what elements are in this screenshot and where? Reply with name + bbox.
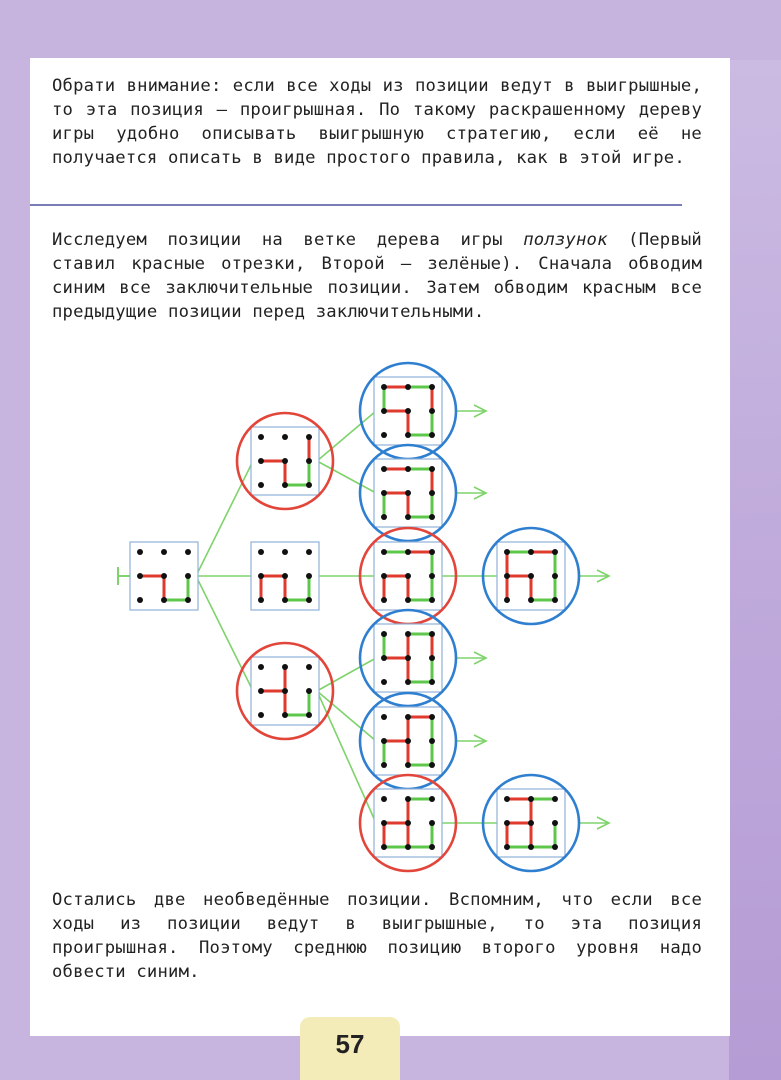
grid-dot <box>504 844 510 850</box>
game-name: ползунок <box>523 230 608 250</box>
grid-dot <box>381 549 387 555</box>
grid-dot <box>429 844 435 850</box>
grid-dot <box>258 688 264 694</box>
grid-dot <box>504 573 510 579</box>
grid-dot <box>381 597 387 603</box>
grid-dot <box>429 820 435 826</box>
grid-dot <box>258 712 264 718</box>
grid-dot <box>381 408 387 414</box>
grid-dot <box>381 573 387 579</box>
grid-dot <box>282 458 288 464</box>
grid-dot <box>405 408 411 414</box>
tree-node-l1-bot <box>237 643 333 739</box>
grid-dot <box>258 434 264 440</box>
grid-dot <box>429 408 435 414</box>
grid-dot <box>429 432 435 438</box>
grid-dot <box>405 844 411 850</box>
grid-dot <box>528 820 534 826</box>
grid-dot <box>282 664 288 670</box>
grid-dot <box>381 490 387 496</box>
grid-dot <box>405 631 411 637</box>
grid-dot <box>528 796 534 802</box>
tree-edge-line <box>317 691 376 823</box>
grid-dot <box>282 688 288 694</box>
grid-dot <box>381 738 387 744</box>
grid-dot <box>504 796 510 802</box>
grid-dot <box>405 384 411 390</box>
grid-dot <box>258 664 264 670</box>
grid-dot <box>185 549 191 555</box>
grid-dot <box>429 738 435 744</box>
grid-dot <box>405 738 411 744</box>
grid-dot <box>282 434 288 440</box>
grid-dot <box>429 714 435 720</box>
grid-dot <box>137 573 143 579</box>
grid-dot <box>306 573 312 579</box>
grid-dot <box>504 597 510 603</box>
grid-dot <box>552 573 558 579</box>
grid-dot <box>161 573 167 579</box>
tree-node-l2-2 <box>360 445 456 541</box>
grid-dot <box>161 549 167 555</box>
study-text-end: (Первый ставил красные отрезки, Второй — зелёные). Сначала обводим синим все заключительные позиции. Затем обводим красным все предыдущие позиции перед заключительными. <box>52 230 702 322</box>
grid-dot <box>381 844 387 850</box>
grid-dot <box>429 549 435 555</box>
tree-edge-line <box>196 461 253 576</box>
grid-dot <box>429 384 435 390</box>
tree-node-l1-top <box>237 413 333 509</box>
intro-paragraph: Обрати внимание: если все ходы из позиции ведут в выигрышные, то эта позиция — проигрышная. По такому раскрашенному дереву игры удобно описывать выигрышную стратегию, если её не получается описать в виде простого правила, как в этой игре. <box>52 76 702 168</box>
grid-dot <box>258 573 264 579</box>
grid-dot <box>306 597 312 603</box>
grid-dot <box>381 762 387 768</box>
grid-dot <box>137 597 143 603</box>
tree-nodes <box>130 363 579 871</box>
grid-dot <box>381 514 387 520</box>
grid-dot <box>282 549 288 555</box>
grid-dot <box>429 490 435 496</box>
grid-dot <box>429 762 435 768</box>
grid-dot <box>282 482 288 488</box>
grid-dot <box>306 434 312 440</box>
tree-edge-line <box>317 658 376 691</box>
page-number: 57 <box>335 1029 365 1059</box>
grid-dot <box>381 714 387 720</box>
tree-node-l3-2 <box>483 775 579 871</box>
grid-dot <box>528 573 534 579</box>
grid-dot <box>381 796 387 802</box>
page-number-tab <box>300 1017 400 1080</box>
grid-dot <box>405 573 411 579</box>
grid-dot <box>306 549 312 555</box>
grid-dot <box>504 820 510 826</box>
tree-edge-line <box>196 576 253 691</box>
grid-dot <box>429 655 435 661</box>
tree-node-l2-4 <box>360 610 456 706</box>
grid-dot <box>161 597 167 603</box>
grid-dot <box>429 514 435 520</box>
grid-dot <box>405 514 411 520</box>
tree-node-l1-mid <box>251 542 319 610</box>
grid-dot <box>405 679 411 685</box>
grid-dot <box>528 844 534 850</box>
grid-dot <box>258 597 264 603</box>
grid-dot <box>405 796 411 802</box>
grid-dot <box>552 597 558 603</box>
grid-dot <box>528 549 534 555</box>
grid-dot <box>185 573 191 579</box>
tree-node-l3-1 <box>483 528 579 624</box>
grid-dot <box>306 664 312 670</box>
grid-dot <box>282 573 288 579</box>
grid-dot <box>405 597 411 603</box>
study-text-start: Исследуем позиции на ветке дерева игры <box>52 230 524 250</box>
grid-dot <box>306 482 312 488</box>
grid-dot <box>381 820 387 826</box>
grid-dot <box>381 466 387 472</box>
conclusion-paragraph: Остались две необведённые позиции. Вспомним, что если все ходы из позиции ведут в выигрышные, то эта позиция проигрышная. Поэтому среднюю позицию второго уровня надо обвести синим. <box>52 890 702 982</box>
grid-dot <box>306 688 312 694</box>
grid-dot <box>504 549 510 555</box>
grid-dot <box>137 549 143 555</box>
grid-dot <box>429 466 435 472</box>
grid-dot <box>552 820 558 826</box>
grid-dot <box>405 820 411 826</box>
grid-dot <box>381 384 387 390</box>
grid-dot <box>282 712 288 718</box>
tree-arrows <box>456 405 609 829</box>
grid-dot <box>185 597 191 603</box>
grid-dot <box>405 655 411 661</box>
grid-dot <box>552 549 558 555</box>
grid-dot <box>258 549 264 555</box>
grid-dot <box>429 573 435 579</box>
grid-dot <box>381 631 387 637</box>
grid-dot <box>552 796 558 802</box>
grid-dot <box>282 597 288 603</box>
grid-dot <box>258 482 264 488</box>
grid-dot <box>381 655 387 661</box>
grid-dot <box>306 458 312 464</box>
grid-dot <box>381 679 387 685</box>
grid-dot <box>405 762 411 768</box>
grid-dot <box>306 712 312 718</box>
grid-dot <box>552 844 558 850</box>
grid-dot <box>258 458 264 464</box>
grid-dot <box>429 796 435 802</box>
grid-dot <box>405 490 411 496</box>
grid-dot <box>405 714 411 720</box>
grid-dot <box>429 597 435 603</box>
grid-dot <box>405 466 411 472</box>
tree-node-l2-6 <box>360 775 456 871</box>
grid-dot <box>405 432 411 438</box>
grid-dot <box>429 631 435 637</box>
tree-node-root <box>130 542 198 610</box>
grid-dot <box>528 597 534 603</box>
grid-dot <box>429 679 435 685</box>
grid-dot <box>381 432 387 438</box>
grid-dot <box>405 549 411 555</box>
